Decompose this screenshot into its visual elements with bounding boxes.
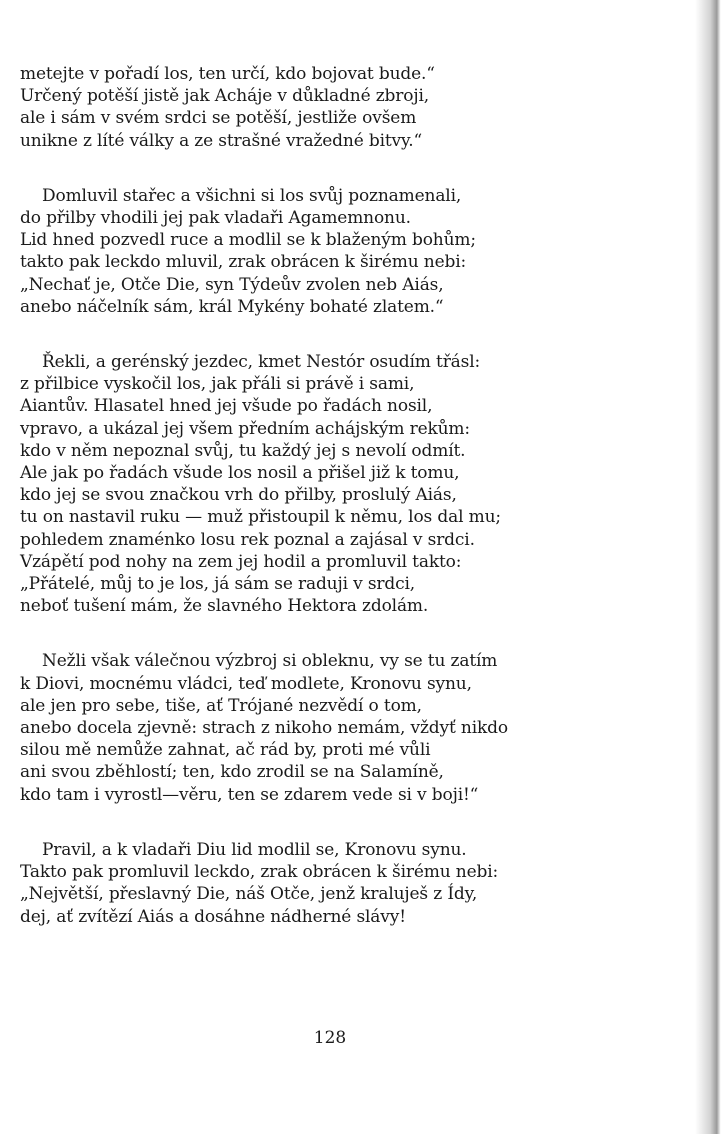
verse-line: dej, ať zvítězí Aiás a dosáhne nádherné slávy! xyxy=(20,906,406,927)
verse-line: kdo tam i vyrostl—věru, ten se zdarem vede si v boji!“ xyxy=(20,784,479,805)
verse-line: Vzápětí pod nohy na zem jej hodil a promluvil takto: xyxy=(20,551,462,572)
verse-line: Takto pak promluvil leckdo, zrak obrácen k širému nebi: xyxy=(20,862,499,883)
verse-line: silou mě nemůže zahnat, ač rád by, proti mé vůli xyxy=(20,740,431,761)
verse-line: Určený potěší jistě jak Acháje v důkladné zbroji, xyxy=(20,86,429,107)
verse-line: Ale jak po řadách všude los nosil a přišel již k tomu, xyxy=(20,463,460,484)
verse-line: Aiantův. Hlasatel hned jej všude po řadách nosil, xyxy=(20,396,433,417)
verse-line: „Přátelé, můj to je los, já sám se raduji v srdci, xyxy=(20,574,416,595)
verse-line: ale i sám v svém srdci se potěší, jestliže ovšem xyxy=(20,108,417,129)
verse-line: neboť tušení mám, že slavného Hektora zdolám. xyxy=(20,596,429,617)
verse-line: vpravo, a ukázal jej všem předním achájským rekům: xyxy=(20,418,470,439)
verse-line: do přilby vhodili jej pak vladaři Agamemnonu. xyxy=(20,208,411,229)
verse-line: Nežli však válečnou výzbroj si obleknu, vy se tu zatím xyxy=(42,651,498,672)
verse-line: „Nechať je, Otče Die, syn Týdeův zvolen neb Aiás, xyxy=(20,274,444,295)
verse-line: pohledem znaménko losu rek poznal a zajásal v srdci. xyxy=(20,529,475,550)
verse-line: kdo jej se svou značkou vrh do přilby, proslulý Aiás, xyxy=(20,485,457,506)
book-spine-shadow xyxy=(695,0,723,1134)
verse-line: k Diovi, mocnému vládci, teď modlete, Kronovu synu, xyxy=(20,673,472,694)
verse-line: z přilbice vyskočil los, jak přáli si právě i sami, xyxy=(20,374,415,395)
verse-line: anebo docela zjevně: strach z nikoho nemám, vždyť nikdo xyxy=(20,718,508,739)
verse-line: takto pak leckdo mluvil, zrak obrácen k širému nebi: xyxy=(20,252,467,273)
verse-line: Řekli, a gerénský jezdec, kmet Nestór osudím třásl: xyxy=(42,352,481,373)
verse-line: anebo náčelník sám, král Mykény bohaté zlatem.“ xyxy=(20,296,444,317)
verse-line: ani svou zběhlostí; ten, kdo zrodil se na Salamíně, xyxy=(20,762,444,783)
stanza-3 xyxy=(20,351,660,617)
stanza-2 xyxy=(20,185,660,318)
stanza-1 xyxy=(20,63,660,152)
page-number: 128 xyxy=(313,1028,347,1048)
verse-line: unikne z líté války a ze strašné vražedné bitvy.“ xyxy=(20,130,423,151)
verse-line: kdo v něm nepoznal svůj, tu každý jej s nevolí odmít. xyxy=(20,440,466,461)
verse-line: ale jen pro sebe, tiše, ať Trójané nezvědí o tom, xyxy=(20,695,422,716)
poem-text xyxy=(20,63,660,961)
stanza-5 xyxy=(20,839,660,928)
verse-line: Pravil, a k vladaři Diu lid modlil se, Kronovu synu. xyxy=(42,839,467,860)
verse-line: Lid hned pozvedl ruce a modlil se k blaženým bohům; xyxy=(20,230,476,251)
verse-line: Domluvil stařec a všichni si los svůj poznamenali, xyxy=(42,185,462,206)
verse-line: „Největší, přeslavný Die, náš Otče, jenž kraluješ z Ídy, xyxy=(20,884,478,905)
verse-line: metejte v pořadí los, ten určí, kdo bojovat bude.“ xyxy=(20,64,435,84)
stanza-4 xyxy=(20,650,660,805)
verse-line: tu on nastavil ruku — muž přistoupil k němu, los dal mu; xyxy=(20,507,501,528)
